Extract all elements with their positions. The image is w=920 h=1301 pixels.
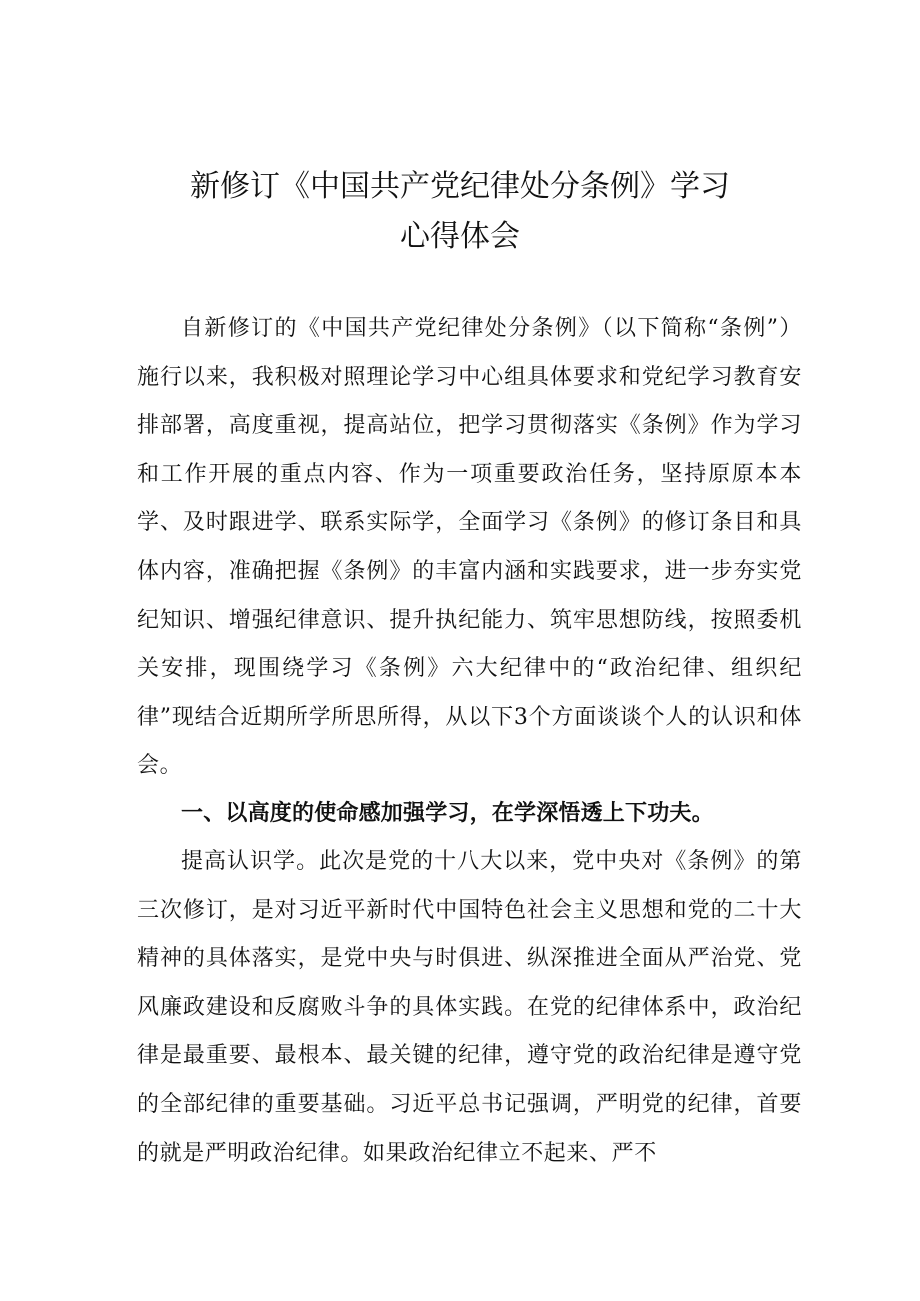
- document-title-line-2: 心得体会: [400, 219, 520, 254]
- document-title-line-1: 新修订《中国共产党纪律处分条例》学习: [190, 169, 730, 204]
- section-heading-1: 一、以高度的使命感加强学习，在学深悟透上下功夫。: [181, 801, 714, 826]
- body-paragraph-section-1: 提高认识学。此次是党的十八大以来，党中央对《条例》的第三次修订，是对习近平新时代中国特色社会主义思想和党的二十大精神的具体落实，是党中央与时俱进、纵深推进全面从严治党、党风廉政建设和反腐败斗争的具体实践。在党的纪律体系中，政治纪律是最重要、最根本、最关键的纪律，遵守党的政治纪律是遵守党的全部纪律的重要基础。习近平总书记强调，严明党的纪律，首要的就是严明政治纪律。如果政治纪律立不起来、严不: [137, 849, 802, 1166]
- body-paragraph-intro: 自新修订的《中国共产党纪律处分条例》（以下简称“条例”）施行以来，我积极对照理论学习中心组具体要求和党纪学习教育安排部署，高度重视，提高站位，把学习贯彻落实《条例》作为学习和工作开展的重点内容、作为一项重要政治任务，坚持原原本本学、及时跟进学、联系实际学，全面学习《条例》的修订条目和具体内容，准确把握《条例》的丰富内涵和实践要求，进一步夯实党纪知识、增强纪律意识、提升执纪能力、筑牢思想防线，按照委机关安排，现围绕学习《条例》六大纪律中的“政治纪律、组织纪律”现结合近期所学所思所得，从以下3个方面谈谈个人的认识和体会。: [137, 316, 802, 779]
